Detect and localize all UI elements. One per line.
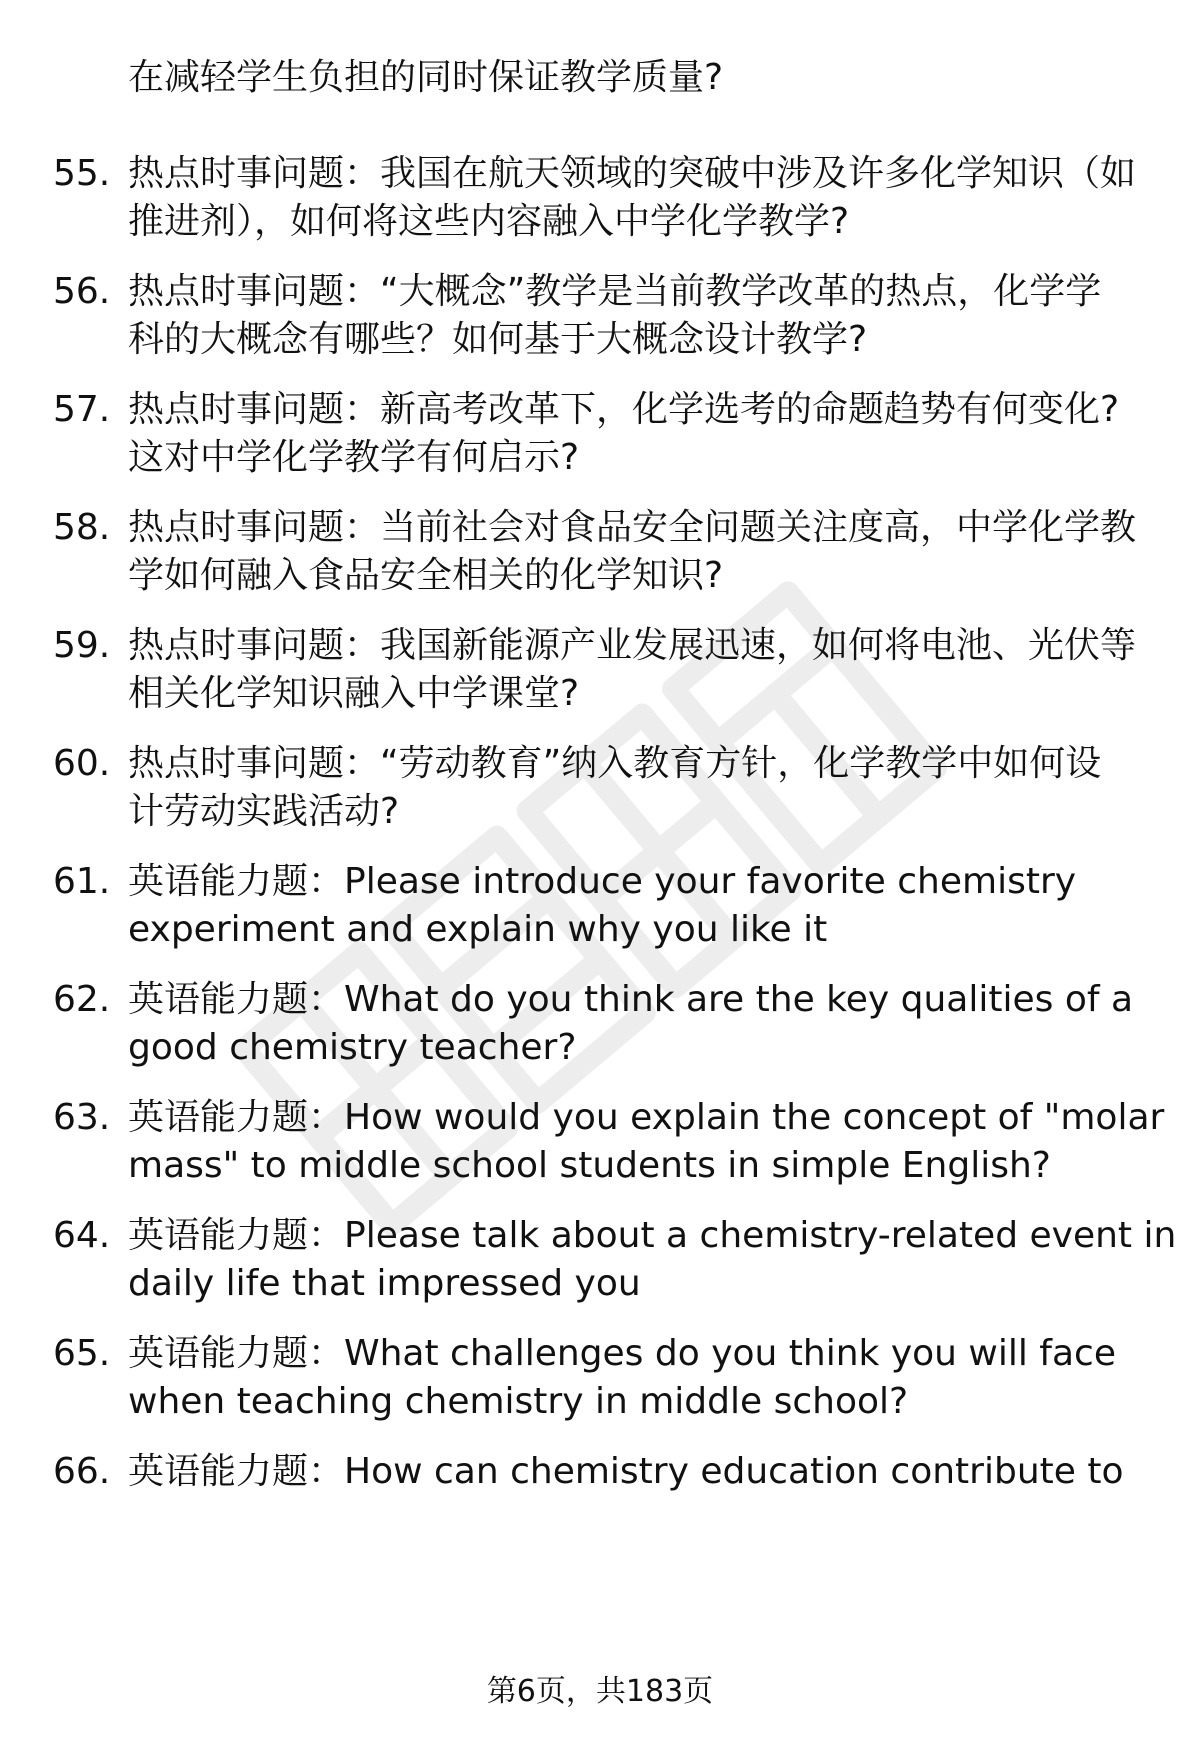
item-text: [128, 740, 1138, 836]
item-number: 60.: [53, 743, 111, 784]
item-number: 61.: [53, 861, 111, 902]
item-text-line: 计劳动实践活动?: [128, 791, 400, 832]
item-text-line: good chemistry teacher?: [128, 1027, 577, 1068]
item-number: 55.: [53, 153, 111, 194]
item-number: 56.: [53, 271, 111, 312]
item-text: [128, 1330, 1138, 1426]
page-number-footer: 第6页，共183页: [486, 1674, 714, 1709]
item-text-line: 热点时事问题：“劳动教育”纳入教育方针，化学教学中如何设: [128, 743, 1102, 784]
item-text: [128, 622, 1138, 718]
item-text: [128, 268, 1138, 364]
item-text: [128, 504, 1138, 600]
item-text-line: 热点时事问题：我国在航天领域的突破中涉及许多化学知识（如: [128, 153, 1137, 194]
item-text-line: 这对中学化学教学有何启示?: [128, 437, 580, 478]
item-text-line: 英语能力题：How can chemistry education contribute to: [128, 1451, 1124, 1492]
item-text-line: mass" to middle school students in simple English?: [128, 1145, 1051, 1186]
item-number: 63.: [53, 1097, 111, 1138]
item-number: 58.: [53, 507, 111, 548]
continued-question-text: 在减轻学生负担的同时保证教学质量?: [128, 57, 724, 98]
item-text: [128, 1448, 1138, 1496]
item-number: 66.: [53, 1451, 111, 1492]
item-number: 57.: [53, 389, 111, 430]
item-number: 62.: [53, 979, 111, 1020]
item-text: [128, 386, 1138, 482]
item-text: [128, 1212, 1177, 1308]
item-text-line: 热点时事问题：我国新能源产业发展迅速，如何将电池、光伏等: [128, 625, 1137, 666]
item-text-line: 科的大概念有哪些？如何基于大概念设计教学?: [128, 319, 868, 360]
item-text-line: 相关化学知识融入中学课堂?: [128, 673, 580, 714]
item-text-line: 英语能力题：Please introduce your favorite chemistry: [128, 861, 1077, 902]
item-number: 65.: [53, 1333, 111, 1374]
item-text: [128, 1094, 1165, 1190]
item-text: [128, 858, 1138, 954]
item-text-line: daily life that impressed you: [128, 1263, 641, 1304]
item-text-line: when teaching chemistry in middle school?: [128, 1381, 909, 1422]
item-text-line: experiment and explain why you like it: [128, 909, 828, 950]
item-text-line: 英语能力题：What do you think are the key qualities of a: [128, 979, 1134, 1020]
item-text: [128, 150, 1138, 246]
item-text-line: 热点时事问题：新高考改革下，化学选考的命题趋势有何变化?: [128, 389, 1120, 430]
item-text-line: 热点时事问题：当前社会对食品安全问题关注度高，中学化学教: [128, 507, 1137, 548]
item-text-line: 英语能力题：What challenges do you think you will face: [128, 1333, 1116, 1374]
item-text-line: 学如何融入食品安全相关的化学知识?: [128, 555, 724, 596]
item-number: 64.: [53, 1215, 111, 1256]
item-text-line: 热点时事问题：“大概念”教学是当前教学改革的热点，化学学: [128, 271, 1102, 312]
item-text: [128, 976, 1138, 1072]
item-text-line: 英语能力题：Please talk about a chemistry-related event in: [128, 1215, 1177, 1256]
item-text-line: 推进剂），如何将这些内容融入中学化学教学?: [128, 201, 850, 242]
item-number: 59.: [53, 625, 111, 666]
item-text-line: 英语能力题：How would you explain the concept of "molar: [128, 1097, 1165, 1138]
